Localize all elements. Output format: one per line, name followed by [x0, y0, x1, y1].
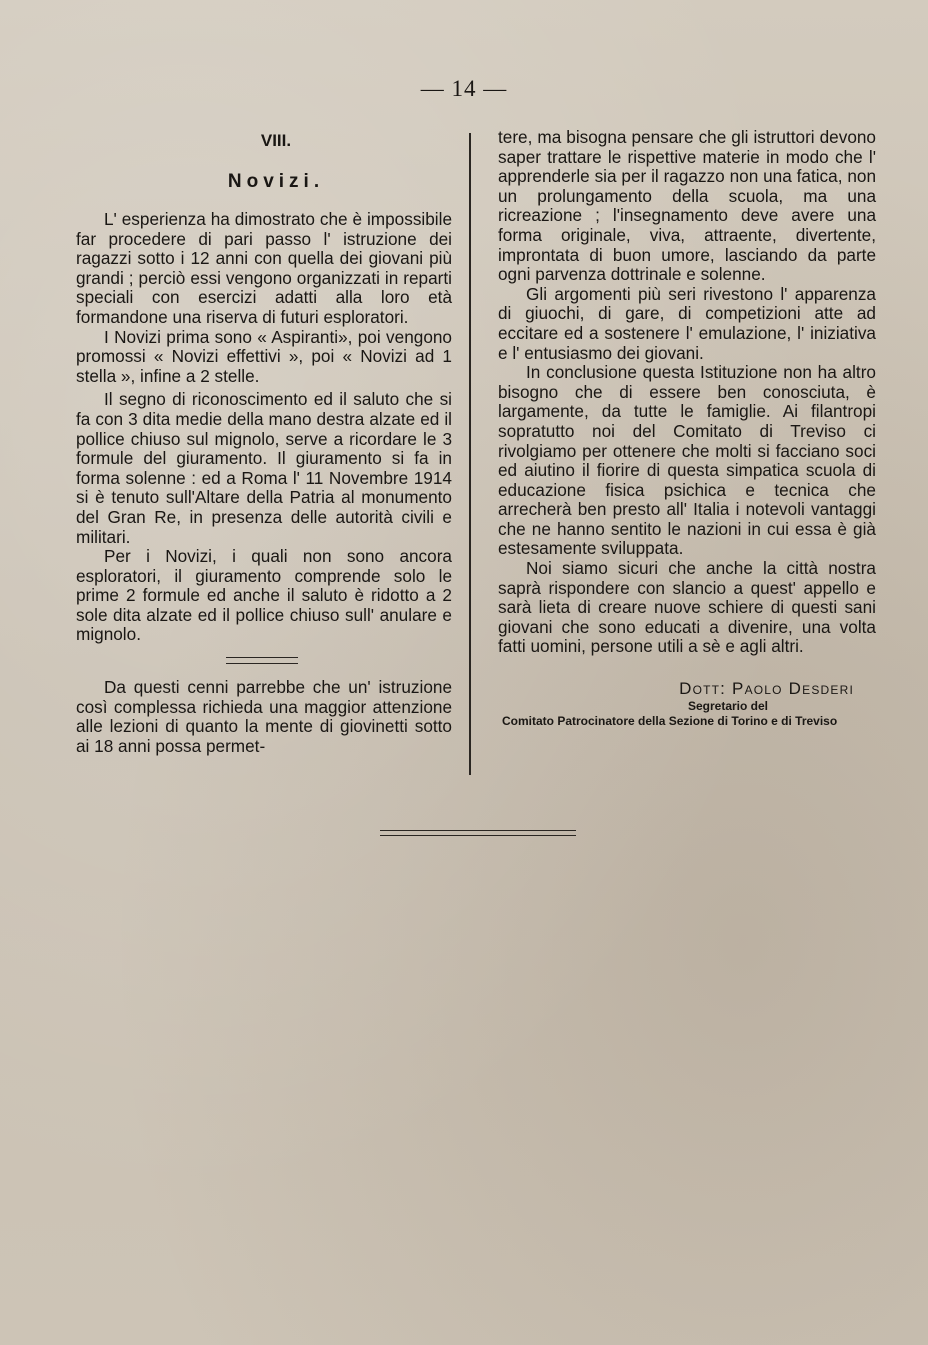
- chapter-title: Novizi.: [227, 171, 325, 192]
- end-divider: [380, 830, 576, 836]
- paragraph-segno-riconoscimento: Il segno di riconoscimento ed il saluto che si fa con 3 dita medie della mano destra alzate ed il pollice chiuso sul mignolo, serve a ricordare le 3 formule del giuramento. Il giuramento si fa in forma solenne : ed a Roma l' 11 Novembre 1914 si è tenuto sull'Altare della Patria al monumento del Gran Re, in presenza delle autorità civili e militari.: [76, 389, 452, 547]
- chapter-number: VIII.: [260, 131, 292, 150]
- paragraph-cenni: Da questi cenni parrebbe che un' istruzione così complessa richieda una maggior attenzione alle lezioni di quanto la mente di giovinetti sotto ai 18 anni possa permet-: [76, 677, 452, 756]
- paragraph-conclusione: In conclusione questa Istituzione non ha altro bisogno che di essere ben conosciuta, è largamente, da tutte le famiglie. Ai filantropi sopratutto noi del Comitato di Treviso ci rivolgiamo per ottenere che molti si facciano soci ed aiutino il fiorire di questa simpatica scuola di educazione fisica psichica e tecnica che arrecherà ben presto all' Italia i notevoli vantaggi che ne hanno sentito le nazioni in cui essa è già estesamente sviluppata.: [498, 362, 876, 559]
- section-divider: [226, 657, 298, 664]
- paragraph-giuramento-novizi: Per i Novizi, i quali non sono ancora esploratori, il giuramento comprende solo le prime 2 formule ed anche il saluto è ridotto a 2 sole dita alzate ed il pollice chiuso sull' anulare e mignolo.: [76, 546, 452, 645]
- column-divider: [469, 133, 471, 775]
- page-number: — 14 —: [420, 76, 508, 101]
- paragraph-esperienza: L' esperienza ha dimostrato che è impossibile far procedere di pari passo l' istruzione dei ragazzi sotto i 12 anni con quella dei giovani più grandi ; perciò essi vengono organizzati in reparti speciali con esercizi adatti alla loro età formandone una riserva di futuri esploratori.: [76, 209, 452, 327]
- signature-name: Dott: Paolo Desderi: [679, 679, 854, 699]
- right-column: [498, 128, 876, 729]
- paragraph-appello: Noi siamo sicuri che anche la città nostra saprà rispondere con slancio a quest' appello e sarà lieta di creare nuove schiere di questi sani giovani che sono educati a divenire, una volta fatti uomini, persone utili a sè e agli altri.: [498, 558, 876, 657]
- signature-committee: Comitato Patrocinatore della Sezione di Torino e di Treviso: [502, 713, 838, 728]
- signature-role: Segretario del: [687, 698, 768, 713]
- paragraph-argomenti: Gli argomenti più seri rivestono l' apparenza di giuochi, di gare, di competizioni atte ad eccitare ed a sostenere l' emulazione, l' iniziativa e l' entusiasmo dei giovani.: [498, 283, 876, 363]
- paragraph-novizi-gradi: I Novizi prima sono « Aspiranti», poi vengono promossi « Novizi effettivi », poi « Novizi ad 1 stella », infine a 2 stelle.: [76, 326, 452, 386]
- left-column: [76, 128, 452, 756]
- paragraph-istruttori: tere, ma bisogna pensare che gli istruttori devono saper trattare le rispettive materie in modo che l' apprenderle sia per il ragazzo non una fatica, non un prolungamento della scuola, ma una ricreazione ; l'insegnamento deve avere una forma originale, viva, attraente, divertente, improntata di buon umore, lasciando da parte ogni parvenza dottrinale e solenne.: [498, 127, 876, 285]
